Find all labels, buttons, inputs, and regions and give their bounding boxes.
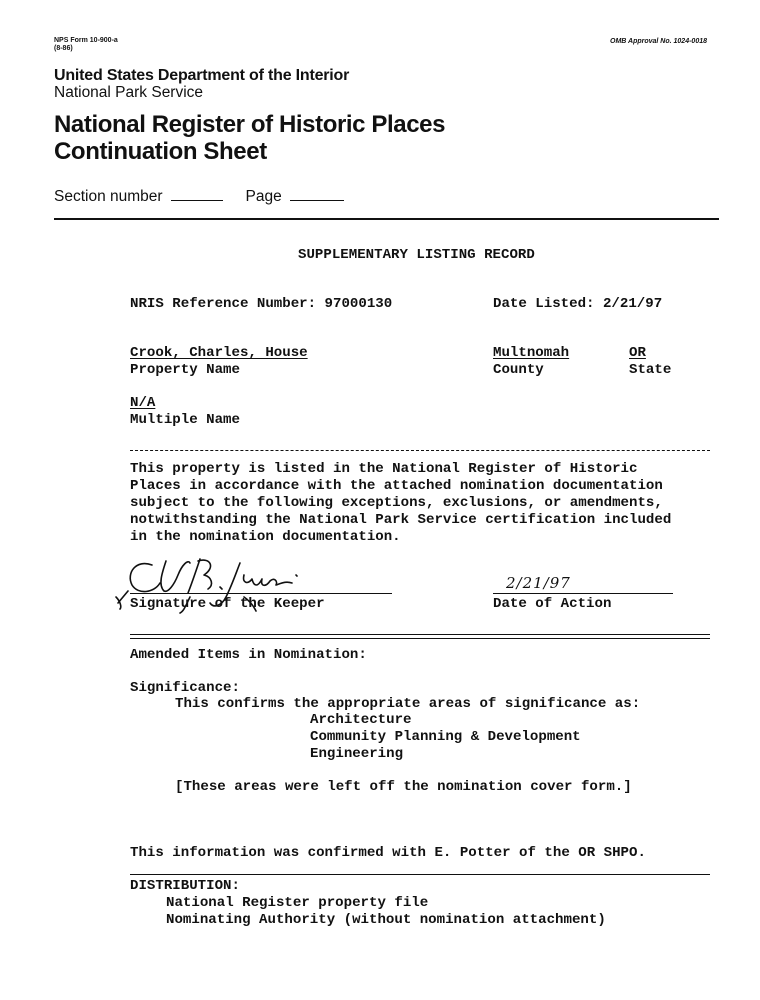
date-listed-label: Date Listed: [493, 296, 595, 312]
date-listed [493, 296, 662, 313]
multiple-name-value: N/A [130, 395, 156, 411]
signature-label: Signature of the Keeper [130, 596, 325, 612]
county-value: Multnomah [493, 345, 570, 361]
property-name-label: Property Name [130, 362, 240, 378]
nris-value: 97000130 [324, 296, 393, 312]
agency-name: National Park Service [54, 84, 204, 101]
form-number-text: NPS Form 10-900-a [54, 37, 118, 44]
date-of-action-handwritten: 2/21/97 [506, 574, 571, 592]
distribution-list [166, 895, 606, 929]
distribution-item: Nominating Authority (without nomination attachment) [166, 912, 606, 928]
significance-intro: This confirms the appropriate areas of significance as: [175, 696, 641, 712]
date-of-action-line [493, 593, 673, 594]
dashed-divider [130, 450, 710, 451]
nris-reference [130, 296, 392, 313]
areas-note: [These areas were left off the nomination cover form.] [175, 779, 632, 795]
area-item: Engineering [310, 746, 404, 762]
section-number-label: Section number [54, 188, 163, 205]
date-of-action-label: Date of Action [493, 596, 612, 612]
statement-line: in the nomination documentation. [130, 529, 401, 545]
section-page-row [54, 188, 344, 206]
date-listed-value: 2/21/97 [602, 296, 663, 312]
significance-label: Significance: [130, 680, 240, 696]
department-name: United States Department of the Interior [54, 67, 350, 84]
area-item: Architecture [310, 712, 412, 728]
distribution-item: National Register property file [166, 895, 429, 911]
listing-statement [130, 461, 720, 546]
state-label: State [629, 362, 672, 378]
statement-line: Places in accordance with the attached nomination documentation [130, 478, 663, 494]
form-revision: (8-86) [54, 45, 73, 52]
page-label: Page [245, 188, 282, 205]
statement-line: notwithstanding the National Park Service certification included [130, 512, 672, 528]
county-label: County [493, 362, 544, 378]
state-value: OR [629, 345, 646, 361]
omb-approval: OMB Approval No. 1024-0018 [610, 38, 707, 45]
area-item: Community Planning & Development [310, 729, 581, 745]
confirmation-note: This information was confirmed with E. Potter of the OR SHPO. [130, 845, 646, 861]
header-divider [54, 218, 719, 220]
amended-items-heading: Amended Items in Nomination: [130, 647, 367, 663]
significance-areas [310, 712, 581, 763]
nris-label: NRIS Reference Number: [130, 296, 317, 312]
statement-line: This property is listed in the National Register of Historic [130, 461, 638, 477]
document-title: National Register of Historic Places [54, 111, 446, 138]
distribution-divider [130, 874, 710, 875]
double-divider [130, 634, 710, 639]
distribution-heading: DISTRIBUTION: [130, 878, 240, 894]
page-number-blank [290, 199, 344, 201]
record-heading: SUPPLEMENTARY LISTING RECORD [298, 247, 535, 263]
form-number [54, 37, 118, 53]
signature-line [130, 593, 392, 594]
statement-line: subject to the following exceptions, exclusions, or amendments, [130, 495, 663, 511]
multiple-name-label: Multiple Name [130, 412, 240, 428]
document-subtitle: Continuation Sheet [54, 138, 267, 165]
section-number-blank [171, 199, 223, 201]
property-name-value: Crook, Charles, House [130, 345, 308, 361]
